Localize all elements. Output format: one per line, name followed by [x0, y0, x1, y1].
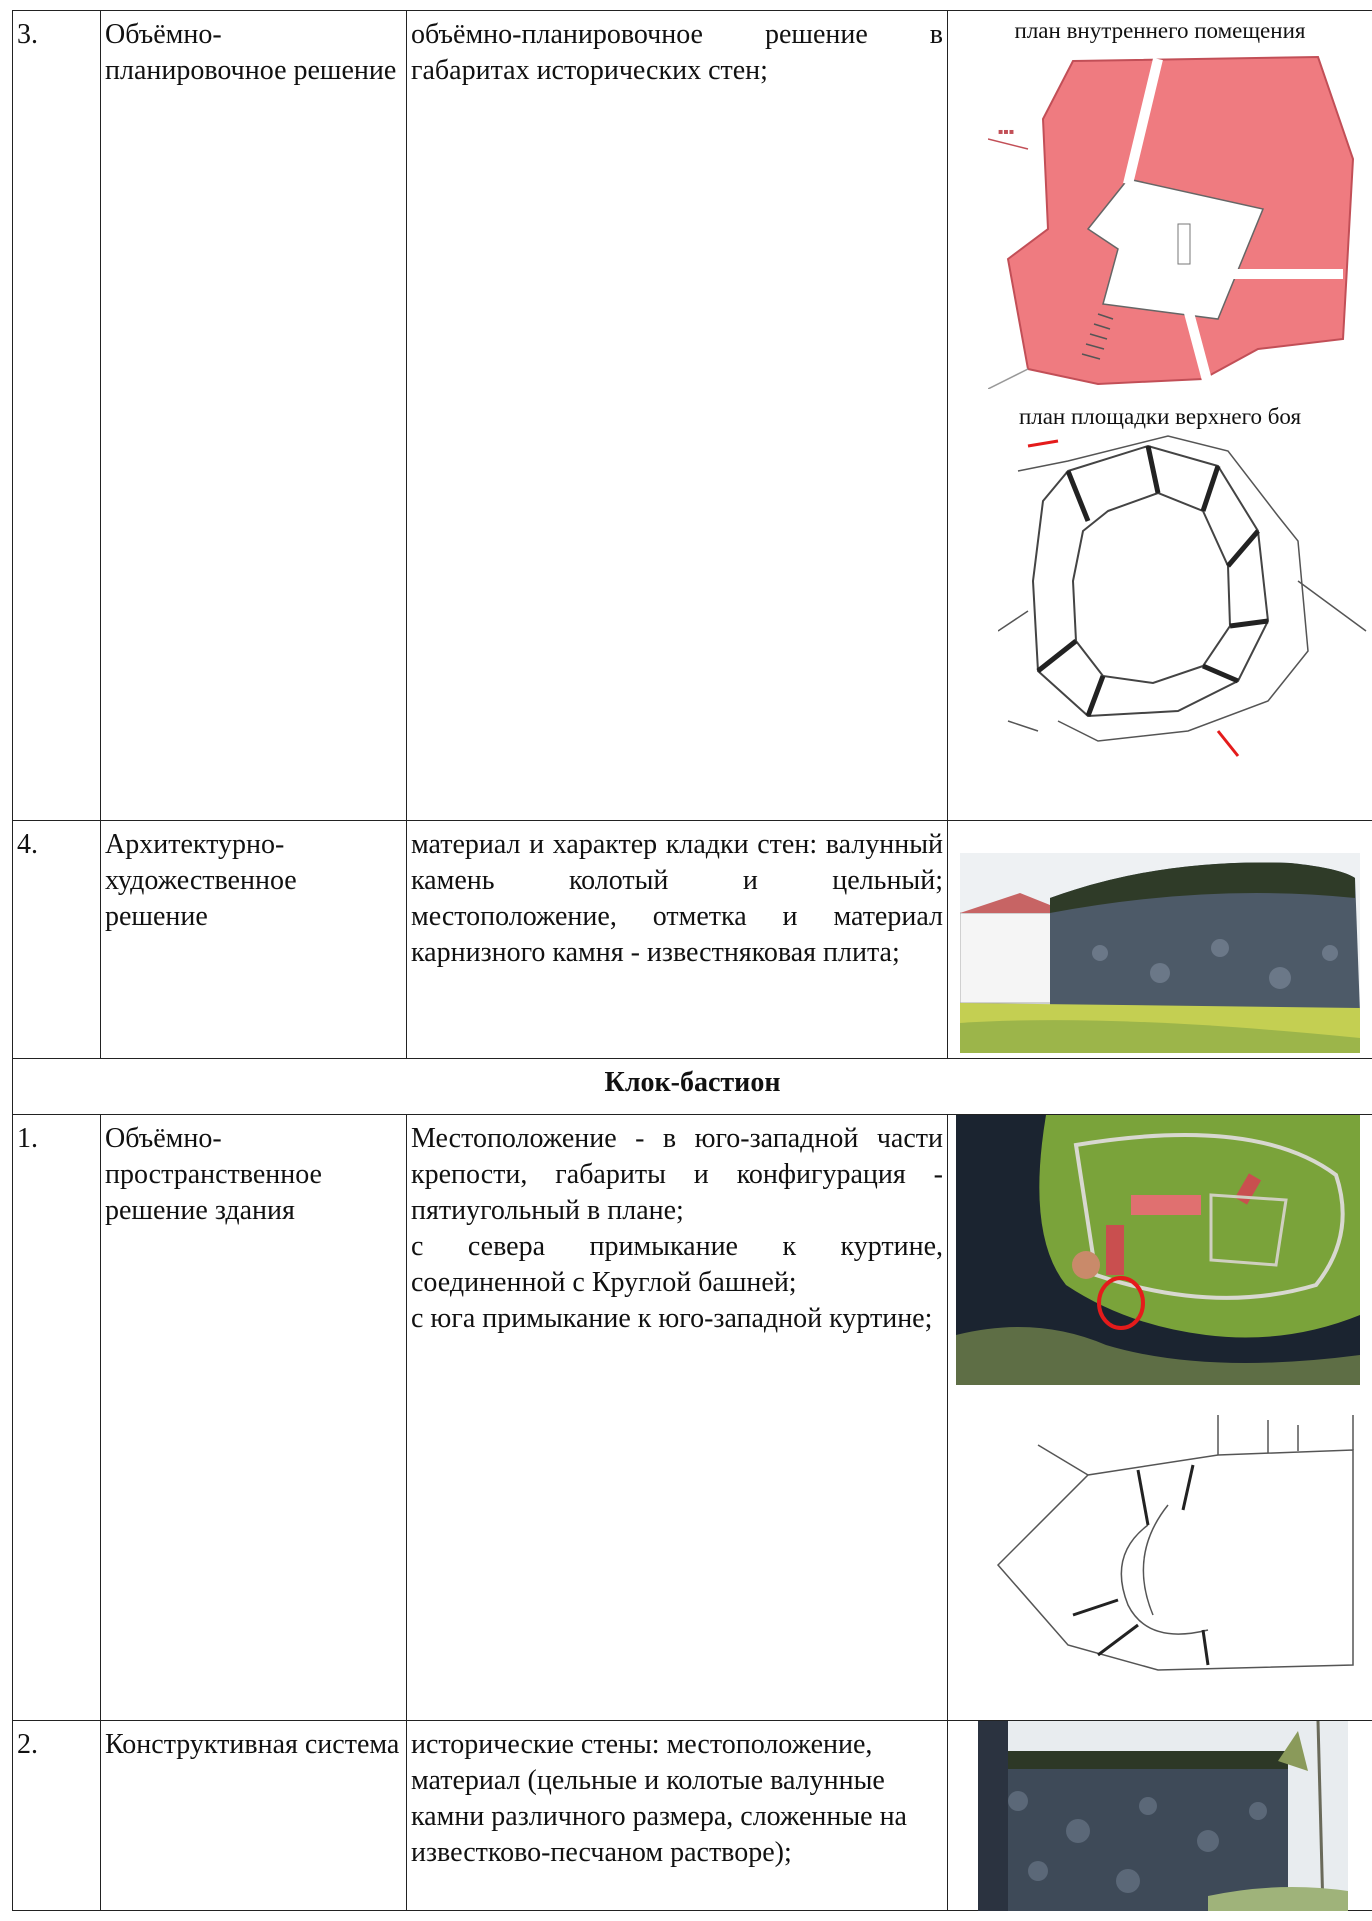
row-description: [407, 1721, 948, 1911]
row-name: Архитектурно-художественное решение: [101, 821, 407, 1059]
row-description: [407, 1115, 948, 1721]
table-row: [13, 1721, 1372, 1911]
svg-text:▪▪▪: ▪▪▪: [998, 127, 1015, 136]
row-number: 4.: [13, 821, 101, 1059]
row-illustrations: [948, 1721, 1372, 1911]
row-number: 1.: [13, 1115, 101, 1721]
inner-plan-drawing: [988, 49, 1368, 389]
row-name: Объёмно-пространственное решение здания: [101, 1115, 407, 1721]
row-illustrations: [948, 11, 1372, 821]
table-row: [13, 821, 1372, 1059]
description-text: с юга примыкание к юго-западной куртине;: [411, 1303, 933, 1334]
table-row: [13, 1115, 1372, 1721]
caption-inner-plan: план внутреннего помещения: [1014, 18, 1306, 43]
description-text: исторические стены: местоположение, материал (цельные и колотые валунные камни различного размера, сложенные на известково-песчаном растворе);: [411, 1729, 907, 1868]
description-text: с севера примыкание к куртине, соединенной с Круглой башней;: [411, 1231, 943, 1298]
caption-upper-platform: план площадки верхнего боя: [1018, 404, 1302, 429]
row-description: [407, 11, 948, 821]
section-title: Клок-бастион: [13, 1059, 1372, 1115]
bastion-wall-photo: [960, 853, 1360, 1053]
row-illustrations: [948, 1115, 1372, 1721]
description-text: Местоположение - в юго-западной части крепости, габариты и конфигурация - пятиугольный в плане;: [411, 1123, 943, 1226]
row-number: 3.: [13, 11, 101, 821]
description-text: объёмно-планировочное решение в габаритах исторических стен;: [411, 19, 943, 86]
row-name: Конструктивная система: [101, 1721, 407, 1911]
upper-platform-drawing: [998, 431, 1368, 761]
table-row: [13, 11, 1372, 821]
description-text: материал и характер кладки стен: валунный камень колотый и цельный; местоположение, отметка и материал карнизного камня - известняковая плита;: [411, 829, 943, 968]
site-plan-drawing: [978, 1415, 1363, 1705]
row-illustrations: [948, 821, 1372, 1059]
aerial-photo: [956, 1115, 1360, 1385]
row-description: [407, 821, 948, 1059]
row-number: 2.: [13, 1721, 101, 1911]
row-name: Объёмно-планировочное решение: [101, 11, 407, 821]
heritage-table: [12, 10, 1372, 1911]
table-row: [13, 1059, 1372, 1115]
stone-wall-photo: [978, 1721, 1348, 1911]
